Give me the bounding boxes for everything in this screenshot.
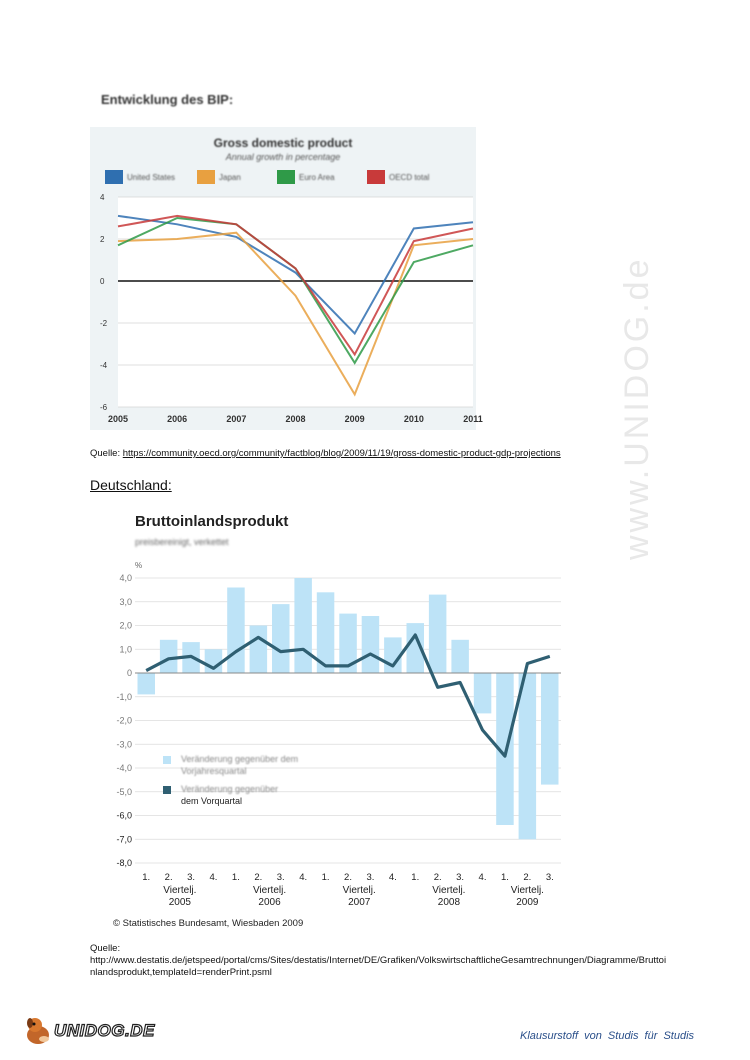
bar [138,673,156,694]
bar [519,673,537,839]
y-tick-label: 4,0 [119,573,132,583]
source-prefix: Quelle: [90,448,123,459]
quarter-label: 2. [523,872,532,883]
y-tick-label: -4,0 [116,763,132,773]
logo-text: UNIDOG.DE [54,1021,155,1040]
y-tick-label: -6,0 [116,810,132,821]
quarter-label: 4. [388,872,397,883]
bar [362,616,380,673]
oecd-chart-legend [105,170,475,188]
quarter-label: 1. [142,872,151,883]
quarter-label: 2. [344,872,352,883]
quarter-label: 4. [209,872,218,883]
quarter-label: 3. [456,872,465,883]
legend-swatch [163,756,171,764]
x-tick-label: 2011 [463,414,483,424]
x-tick-label: 2007 [226,414,247,424]
oecd-chart-title: Gross domestic product [213,136,353,150]
x-tick-label: 2006 [167,414,188,424]
legend-label: Japan [219,173,241,182]
x-tick-label: 2005 [107,414,129,424]
quarter-label: 2. [164,872,173,883]
year-label: 2009 [516,897,539,908]
quarter-label: 3. [276,872,285,883]
year-label: 2007 [348,897,371,908]
year-label: 2006 [258,897,281,908]
quarter-label: 1. [231,872,240,883]
quarter-label: 4. [299,872,308,883]
y-unit-label: % [135,561,143,570]
destatis-chart-title: Bruttoinlandsprodukt [135,513,289,530]
y-tick-label: 3,0 [119,596,132,607]
legend-label-sharp: dem Vorquartal [181,796,243,806]
legend-label: United States [127,173,176,182]
quarter-label: 2. [433,872,442,883]
legend-label: OECD total [389,173,430,182]
destatis-chart-subtitle: preisbereinigt, verkettet [135,537,229,547]
quarter-label: 3. [366,872,375,883]
x-tick-label: 2009 [344,414,365,424]
y-tick-label: 4 [100,193,105,202]
quarter-label: 3. [187,872,196,883]
section-heading-bip: Entwicklung des BIP: [101,92,234,107]
destatis-copyright: © Statistisches Bundesamt, Wiesbaden 2009 [113,918,304,929]
destatis-gdp-chart [113,508,573,933]
y-tick-label: -1,0 [116,691,132,702]
bar [541,673,559,785]
source-oecd [90,448,561,459]
y-tick-label: -7,0 [116,834,132,845]
y-tick-label: -4 [100,361,108,370]
y-tick-label: -6 [100,403,108,412]
y-tick-label: 1,0 [119,644,132,655]
y-tick-label: 2 [100,235,105,244]
legend-swatch [367,170,385,184]
y-tick-label: -3,0 [116,739,132,750]
year-label: 2005 [168,897,191,908]
legend-swatch [277,170,295,184]
y-tick-label: 0 [100,277,105,286]
year-group-label: Viertelj. [342,885,376,896]
bar [294,578,312,673]
y-tick-label: -5,0 [116,786,132,797]
year-group-label: Viertelj. [252,885,287,896]
year-group-label: Viertelj. [163,885,197,896]
bar [429,595,447,673]
quarter-label: 1. [411,872,420,883]
legend-label: Veränderung gegenüber [181,784,279,794]
x-tick-label: 2010 [403,414,424,424]
section-title-deutschland: Deutschland: [90,477,172,493]
y-tick-label: 2,0 [119,620,132,631]
bar [227,588,245,674]
bar [250,626,268,674]
bar [272,604,290,673]
source-oecd-link[interactable]: https://community.oecd.org/community/factblog/blog/2009/11/19/gross-domestic-product-gdp-projections [122,448,561,459]
oecd-gdp-chart [90,127,483,430]
footer-tagline: Klausurstoff von Studis für Studis [520,1030,695,1042]
y-tick-label: -2 [100,319,108,328]
quarter-label: 4. [478,872,487,883]
year-group-label: Viertelj. [432,885,466,896]
quarter-label: 2. [254,872,263,883]
bar [474,673,492,713]
x-tick-label: 2008 [285,414,306,424]
year-label: 2008 [437,897,461,908]
y-tick-label: -8,0 [116,858,132,868]
quarter-label: 1. [500,872,509,883]
watermark-text: www.UNIDOG.de [618,256,656,560]
y-tick-label: 0 [126,668,132,678]
year-group-label: Viertelj. [510,885,544,896]
legend-label: Veränderung gegenüber dem Vorjahresquartal [181,754,299,776]
bar [451,640,469,673]
source-label: Quelle: [90,943,121,954]
legend-swatch [163,786,171,794]
legend-label: Euro Area [299,173,335,182]
y-tick-label: -2,0 [116,715,132,726]
source-destatis-url[interactable]: http://www.destatis.de/jetspeed/portal/cms/Sites/destatis/Internet/DE/Grafiken/VolkswirtschaftlicheGesamtrechnungen/Diagramme/Bruttoinlandsprodukt,templateId=renderPrint.psml [90,955,667,978]
destatis-chart-svg [113,508,573,933]
quarter-label: 3. [545,872,554,883]
legend-swatch [105,170,123,184]
legend-swatch [197,170,215,184]
source-destatis [90,943,670,979]
dog-icon [22,1015,56,1047]
quarter-label: 1. [321,872,330,883]
oecd-chart-subtitle: Annual growth in percentage [225,152,341,162]
unidog-logo [22,1015,155,1047]
bar [160,640,178,673]
